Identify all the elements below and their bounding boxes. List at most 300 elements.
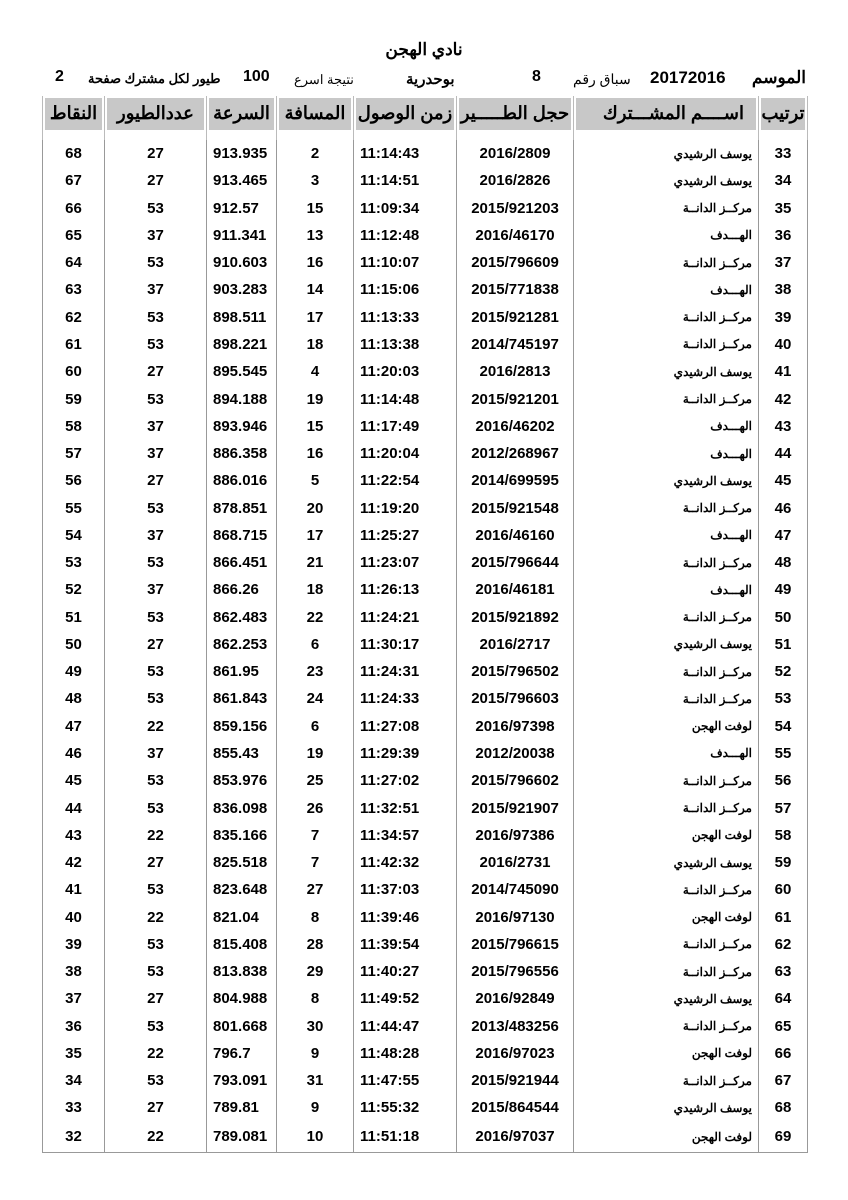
col-points-header — [43, 96, 105, 140]
col-birds-cell: 53 — [105, 304, 207, 331]
col-name-cell: مركــز الدانــة — [574, 331, 759, 358]
col-distance-cell: 28 — [277, 931, 354, 958]
col-ring-cell: 2016/46170 — [457, 222, 574, 249]
col-points-cell: 63 — [43, 276, 105, 303]
col-rank-cell: 50 — [759, 604, 808, 631]
col-name-cell: مركــز الدانــة — [574, 1067, 759, 1094]
col-distance-cell: 18 — [277, 331, 354, 358]
col-arrival-cell: 11:24:21 — [354, 604, 457, 631]
col-ring-cell: 2016/97037 — [457, 1122, 574, 1153]
col-speed-cell: 868.715 — [207, 522, 277, 549]
col-points-cell: 44 — [43, 794, 105, 821]
col-points-cell: 45 — [43, 767, 105, 794]
table-row — [43, 195, 808, 222]
col-rank-cell: 58 — [759, 822, 808, 849]
col-points-cell: 60 — [43, 358, 105, 385]
col-birds-cell: 53 — [105, 195, 207, 222]
col-arrival-cell: 11:20:04 — [354, 440, 457, 467]
col-ring-cell: 2016/2813 — [457, 358, 574, 385]
col-birds-cell: 27 — [105, 167, 207, 194]
col-arrival-cell: 11:26:13 — [354, 576, 457, 603]
table-row — [43, 685, 808, 712]
col-name-cell: مركــز الدانــة — [574, 794, 759, 821]
race-label: سباق رقم — [573, 71, 631, 87]
col-distance-cell: 3 — [277, 167, 354, 194]
col-ring-cell: 2013/483256 — [457, 1013, 574, 1040]
col-arrival-cell: 11:23:07 — [354, 549, 457, 576]
col-birds-header — [105, 96, 207, 140]
col-birds-cell: 37 — [105, 522, 207, 549]
col-rank-cell: 60 — [759, 876, 808, 903]
col-speed-cell: 866.451 — [207, 549, 277, 576]
col-birds-cell: 53 — [105, 1067, 207, 1094]
col-distance-cell: 14 — [277, 276, 354, 303]
col-points-cell: 48 — [43, 685, 105, 712]
col-arrival-cell: 11:14:43 — [354, 140, 457, 167]
col-rank-cell: 55 — [759, 740, 808, 767]
col-points-cell: 51 — [43, 604, 105, 631]
col-rank-cell: 64 — [759, 985, 808, 1012]
col-points-cell: 61 — [43, 331, 105, 358]
col-points-cell: 56 — [43, 467, 105, 494]
col-distance-cell: 22 — [277, 604, 354, 631]
col-points-cell: 47 — [43, 713, 105, 740]
col-arrival-cell: 11:22:54 — [354, 467, 457, 494]
col-ring-cell: 2016/92849 — [457, 985, 574, 1012]
col-birds-cell: 53 — [105, 658, 207, 685]
col-birds-cell: 37 — [105, 440, 207, 467]
table-row — [43, 794, 808, 821]
col-speed-cell: 789.081 — [207, 1122, 277, 1153]
col-speed-cell: 793.091 — [207, 1067, 277, 1094]
col-ring-cell: 2016/97130 — [457, 903, 574, 930]
col-name-cell: مركــز الدانــة — [574, 249, 759, 276]
col-points-cell: 58 — [43, 413, 105, 440]
table-row — [43, 358, 808, 385]
col-distance-cell: 31 — [277, 1067, 354, 1094]
table-row — [43, 222, 808, 249]
col-distance-cell: 6 — [277, 631, 354, 658]
col-points-cell: 34 — [43, 1067, 105, 1094]
col-points-cell: 42 — [43, 849, 105, 876]
col-speed-cell: 898.511 — [207, 304, 277, 331]
col-rank-cell: 51 — [759, 631, 808, 658]
col-distance-cell: 20 — [277, 494, 354, 521]
col-name-cell: الهـــدف — [574, 413, 759, 440]
col-birds-cell: 27 — [105, 358, 207, 385]
col-speed-cell: 886.016 — [207, 467, 277, 494]
col-name-cell: مركــز الدانــة — [574, 767, 759, 794]
col-name-cell: مركــز الدانــة — [574, 958, 759, 985]
header-label: حجل الطـــــير — [459, 98, 571, 130]
col-rank-cell: 48 — [759, 549, 808, 576]
col-rank-cell: 36 — [759, 222, 808, 249]
col-birds-cell: 27 — [105, 849, 207, 876]
col-arrival-cell: 11:30:17 — [354, 631, 457, 658]
col-ring-cell: 2015/864544 — [457, 1094, 574, 1121]
table-row — [43, 631, 808, 658]
header-label: النقاط — [45, 98, 102, 130]
col-speed-cell: 825.518 — [207, 849, 277, 876]
col-distance-cell: 15 — [277, 195, 354, 222]
table-row — [43, 604, 808, 631]
col-birds-cell: 53 — [105, 958, 207, 985]
col-birds-cell: 53 — [105, 249, 207, 276]
col-speed-cell: 789.81 — [207, 1094, 277, 1121]
birds-label: طيور لكل مشترك صفحة — [88, 71, 221, 86]
col-arrival-cell: 11:47:55 — [354, 1067, 457, 1094]
col-birds-cell: 53 — [105, 385, 207, 412]
col-rank-cell: 42 — [759, 385, 808, 412]
col-speed-cell: 853.976 — [207, 767, 277, 794]
col-ring-cell: 2015/796556 — [457, 958, 574, 985]
col-distance-cell: 21 — [277, 549, 354, 576]
col-ring-header — [457, 96, 574, 140]
col-ring-cell: 2016/46202 — [457, 413, 574, 440]
col-name-cell: مركــز الدانــة — [574, 604, 759, 631]
col-speed-cell: 910.603 — [207, 249, 277, 276]
col-ring-cell: 2015/921892 — [457, 604, 574, 631]
col-ring-cell: 2015/921907 — [457, 794, 574, 821]
col-points-cell: 68 — [43, 140, 105, 167]
table-row — [43, 713, 808, 740]
header-label: زمن الوصول — [356, 98, 454, 130]
table-row — [43, 849, 808, 876]
col-name-cell: مركــز الدانــة — [574, 385, 759, 412]
col-rank-cell: 45 — [759, 467, 808, 494]
col-arrival-cell: 11:51:18 — [354, 1122, 457, 1153]
col-name-cell: يوسف الرشيدي — [574, 849, 759, 876]
col-rank-cell: 69 — [759, 1122, 808, 1153]
col-rank-cell: 44 — [759, 440, 808, 467]
col-points-cell: 37 — [43, 985, 105, 1012]
col-arrival-cell: 11:39:54 — [354, 931, 457, 958]
col-points-cell: 35 — [43, 1040, 105, 1067]
col-speed-cell: 823.648 — [207, 876, 277, 903]
header-label: السرعة — [209, 98, 274, 130]
col-birds-cell: 53 — [105, 767, 207, 794]
table-row — [43, 167, 808, 194]
col-arrival-cell: 11:48:28 — [354, 1040, 457, 1067]
col-points-cell: 40 — [43, 903, 105, 930]
table-row — [43, 1094, 808, 1121]
col-birds-cell: 37 — [105, 413, 207, 440]
col-distance-cell: 9 — [277, 1094, 354, 1121]
col-distance-cell: 24 — [277, 685, 354, 712]
col-rank-cell: 53 — [759, 685, 808, 712]
col-ring-cell: 2015/921548 — [457, 494, 574, 521]
col-arrival-cell: 11:49:52 — [354, 985, 457, 1012]
col-ring-cell: 2016/97023 — [457, 1040, 574, 1067]
col-birds-cell: 27 — [105, 140, 207, 167]
table-row — [43, 440, 808, 467]
col-rank-cell: 66 — [759, 1040, 808, 1067]
col-speed-cell: 835.166 — [207, 822, 277, 849]
col-arrival-cell: 11:29:39 — [354, 740, 457, 767]
col-birds-cell: 53 — [105, 331, 207, 358]
col-distance-cell: 6 — [277, 713, 354, 740]
season-label: الموسم — [751, 68, 806, 87]
col-distance-cell: 25 — [277, 767, 354, 794]
col-speed-cell: 855.43 — [207, 740, 277, 767]
table-row — [43, 385, 808, 412]
col-name-header — [574, 96, 759, 140]
table-row — [43, 767, 808, 794]
table-row — [43, 1013, 808, 1040]
col-name-cell: مركــز الدانــة — [574, 195, 759, 222]
col-distance-cell: 23 — [277, 658, 354, 685]
col-distance-cell: 29 — [277, 958, 354, 985]
col-distance-cell: 8 — [277, 985, 354, 1012]
col-points-cell: 62 — [43, 304, 105, 331]
col-ring-cell: 2014/745197 — [457, 331, 574, 358]
col-arrival-cell: 11:12:48 — [354, 222, 457, 249]
col-points-cell: 39 — [43, 931, 105, 958]
table-row — [43, 549, 808, 576]
col-rank-cell: 68 — [759, 1094, 808, 1121]
location: بوحدرية — [406, 71, 455, 88]
col-distance-cell: 30 — [277, 1013, 354, 1040]
col-birds-cell: 53 — [105, 604, 207, 631]
col-arrival-cell: 11:40:27 — [354, 958, 457, 985]
col-ring-cell: 2012/20038 — [457, 740, 574, 767]
col-arrival-cell: 11:27:08 — [354, 713, 457, 740]
col-ring-cell: 2015/921281 — [457, 304, 574, 331]
col-speed-cell: 895.545 — [207, 358, 277, 385]
col-ring-cell: 2012/268967 — [457, 440, 574, 467]
col-birds-cell: 53 — [105, 931, 207, 958]
table-row — [43, 494, 808, 521]
col-points-cell: 46 — [43, 740, 105, 767]
col-speed-cell: 813.838 — [207, 958, 277, 985]
col-arrival-cell: 11:24:31 — [354, 658, 457, 685]
col-speed-cell: 859.156 — [207, 713, 277, 740]
col-rank-cell: 33 — [759, 140, 808, 167]
col-distance-cell: 17 — [277, 304, 354, 331]
col-arrival-cell: 11:25:27 — [354, 522, 457, 549]
col-arrival-cell: 11:42:32 — [354, 849, 457, 876]
club-title: نادي الهجن — [385, 40, 463, 59]
col-ring-cell: 2015/921944 — [457, 1067, 574, 1094]
col-points-cell: 41 — [43, 876, 105, 903]
col-distance-cell: 9 — [277, 1040, 354, 1067]
header-label: اســــم المشـــترك — [576, 98, 756, 130]
col-birds-cell: 37 — [105, 740, 207, 767]
col-rank-cell: 43 — [759, 413, 808, 440]
col-name-cell: الهـــدف — [574, 522, 759, 549]
table-row — [43, 576, 808, 603]
col-name-cell: مركــز الدانــة — [574, 549, 759, 576]
col-distance-cell: 16 — [277, 440, 354, 467]
col-name-cell: لوفت الهجن — [574, 1122, 759, 1153]
col-arrival-cell: 11:17:49 — [354, 413, 457, 440]
col-ring-cell: 2016/46181 — [457, 576, 574, 603]
col-speed-cell: 836.098 — [207, 794, 277, 821]
col-birds-cell: 22 — [105, 713, 207, 740]
table-row — [43, 658, 808, 685]
col-birds-cell: 27 — [105, 631, 207, 658]
col-arrival-cell: 11:34:57 — [354, 822, 457, 849]
col-speed-cell: 861.843 — [207, 685, 277, 712]
col-name-cell: يوسف الرشيدي — [574, 1094, 759, 1121]
col-arrival-cell: 11:13:38 — [354, 331, 457, 358]
col-points-cell: 52 — [43, 576, 105, 603]
col-arrival-cell: 11:27:02 — [354, 767, 457, 794]
header-label: المسافة — [279, 98, 351, 130]
col-name-cell: الهـــدف — [574, 222, 759, 249]
col-rank-cell: 65 — [759, 1013, 808, 1040]
col-birds-cell: 37 — [105, 222, 207, 249]
col-speed-cell: 898.221 — [207, 331, 277, 358]
col-speed-cell: 821.04 — [207, 903, 277, 930]
table-row — [43, 249, 808, 276]
col-speed-header — [207, 96, 277, 140]
col-birds-cell: 53 — [105, 876, 207, 903]
col-distance-header — [277, 96, 354, 140]
col-arrival-cell: 11:14:48 — [354, 385, 457, 412]
col-name-cell: لوفت الهجن — [574, 903, 759, 930]
col-name-cell: يوسف الرشيدي — [574, 358, 759, 385]
table-row — [43, 958, 808, 985]
col-rank-cell: 49 — [759, 576, 808, 603]
col-rank-cell: 47 — [759, 522, 808, 549]
col-points-cell: 55 — [43, 494, 105, 521]
col-ring-cell: 2014/745090 — [457, 876, 574, 903]
col-name-cell: مركــز الدانــة — [574, 685, 759, 712]
col-name-cell: مركــز الدانــة — [574, 931, 759, 958]
col-name-cell: لوفت الهجن — [574, 713, 759, 740]
col-ring-cell: 2015/796615 — [457, 931, 574, 958]
header-label: ترتيب — [761, 98, 805, 130]
col-distance-cell: 5 — [277, 467, 354, 494]
table-row — [43, 304, 808, 331]
col-speed-cell: 886.358 — [207, 440, 277, 467]
col-birds-cell: 53 — [105, 549, 207, 576]
col-distance-cell: 16 — [277, 249, 354, 276]
col-ring-cell: 2016/97398 — [457, 713, 574, 740]
col-birds-cell: 37 — [105, 276, 207, 303]
col-ring-cell: 2016/2809 — [457, 140, 574, 167]
table-row — [43, 331, 808, 358]
table-row — [43, 1067, 808, 1094]
col-speed-cell: 801.668 — [207, 1013, 277, 1040]
col-name-cell: لوفت الهجن — [574, 822, 759, 849]
col-points-cell: 53 — [43, 549, 105, 576]
col-speed-cell: 804.988 — [207, 985, 277, 1012]
col-distance-cell: 7 — [277, 822, 354, 849]
result-label: نتيجة اسرع — [294, 72, 354, 87]
col-name-cell: يوسف الرشيدي — [574, 167, 759, 194]
table-row — [43, 1122, 808, 1153]
col-rank-cell: 34 — [759, 167, 808, 194]
col-speed-cell: 893.946 — [207, 413, 277, 440]
col-arrival-cell: 11:13:33 — [354, 304, 457, 331]
col-rank-cell: 52 — [759, 658, 808, 685]
col-arrival-cell: 11:14:51 — [354, 167, 457, 194]
col-speed-cell: 894.188 — [207, 385, 277, 412]
col-ring-cell: 2015/771838 — [457, 276, 574, 303]
col-name-cell: لوفت الهجن — [574, 1040, 759, 1067]
col-rank-cell: 54 — [759, 713, 808, 740]
col-name-cell: مركــز الدانــة — [574, 1013, 759, 1040]
col-arrival-cell: 11:37:03 — [354, 876, 457, 903]
col-name-cell: الهـــدف — [574, 276, 759, 303]
col-points-cell: 32 — [43, 1122, 105, 1153]
col-distance-cell: 17 — [277, 522, 354, 549]
col-name-cell: مركــز الدانــة — [574, 658, 759, 685]
col-ring-cell: 2016/2731 — [457, 849, 574, 876]
col-rank-cell: 39 — [759, 304, 808, 331]
col-ring-cell: 2015/796602 — [457, 767, 574, 794]
col-speed-cell: 862.253 — [207, 631, 277, 658]
col-points-cell: 50 — [43, 631, 105, 658]
col-points-cell: 65 — [43, 222, 105, 249]
col-speed-cell: 912.57 — [207, 195, 277, 222]
col-birds-cell: 37 — [105, 576, 207, 603]
col-birds-cell: 27 — [105, 467, 207, 494]
table-row — [43, 413, 808, 440]
col-points-cell: 54 — [43, 522, 105, 549]
col-ring-cell: 2015/796609 — [457, 249, 574, 276]
col-rank-cell: 38 — [759, 276, 808, 303]
col-speed-cell: 903.283 — [207, 276, 277, 303]
col-ring-cell: 2016/2826 — [457, 167, 574, 194]
table-row — [43, 522, 808, 549]
col-name-cell: مركــز الدانــة — [574, 494, 759, 521]
col-speed-cell: 862.483 — [207, 604, 277, 631]
header-label: عددالطيور — [107, 98, 204, 130]
col-name-cell: مركــز الدانــة — [574, 876, 759, 903]
col-rank-cell: 67 — [759, 1067, 808, 1094]
col-arrival-cell: 11:09:34 — [354, 195, 457, 222]
col-arrival-cell: 11:10:07 — [354, 249, 457, 276]
col-arrival-cell: 11:20:03 — [354, 358, 457, 385]
col-speed-cell: 913.935 — [207, 140, 277, 167]
col-ring-cell: 2015/921201 — [457, 385, 574, 412]
col-arrival-cell: 11:24:33 — [354, 685, 457, 712]
col-birds-cell: 22 — [105, 903, 207, 930]
col-rank-cell: 63 — [759, 958, 808, 985]
col-name-cell: الهـــدف — [574, 576, 759, 603]
col-arrival-cell: 11:39:46 — [354, 903, 457, 930]
col-distance-cell: 8 — [277, 903, 354, 930]
col-birds-cell: 22 — [105, 1040, 207, 1067]
col-name-cell: يوسف الرشيدي — [574, 631, 759, 658]
col-name-cell: يوسف الرشيدي — [574, 140, 759, 167]
col-name-cell: يوسف الرشيدي — [574, 985, 759, 1012]
col-speed-cell: 913.465 — [207, 167, 277, 194]
race-number: 8 — [532, 68, 541, 85]
col-arrival-cell: 11:55:32 — [354, 1094, 457, 1121]
table-row — [43, 985, 808, 1012]
table-row — [43, 822, 808, 849]
col-birds-cell: 27 — [105, 1094, 207, 1121]
col-distance-cell: 7 — [277, 849, 354, 876]
col-points-cell: 43 — [43, 822, 105, 849]
col-speed-cell: 911.341 — [207, 222, 277, 249]
col-arrival-cell: 11:19:20 — [354, 494, 457, 521]
col-arrival-header — [354, 96, 457, 140]
results-table — [42, 96, 808, 1153]
col-points-cell: 66 — [43, 195, 105, 222]
col-ring-cell: 2015/796603 — [457, 685, 574, 712]
col-speed-cell: 866.26 — [207, 576, 277, 603]
col-distance-cell: 10 — [277, 1122, 354, 1153]
col-points-cell: 59 — [43, 385, 105, 412]
col-distance-cell: 18 — [277, 576, 354, 603]
table-row — [43, 467, 808, 494]
table-row — [43, 740, 808, 767]
